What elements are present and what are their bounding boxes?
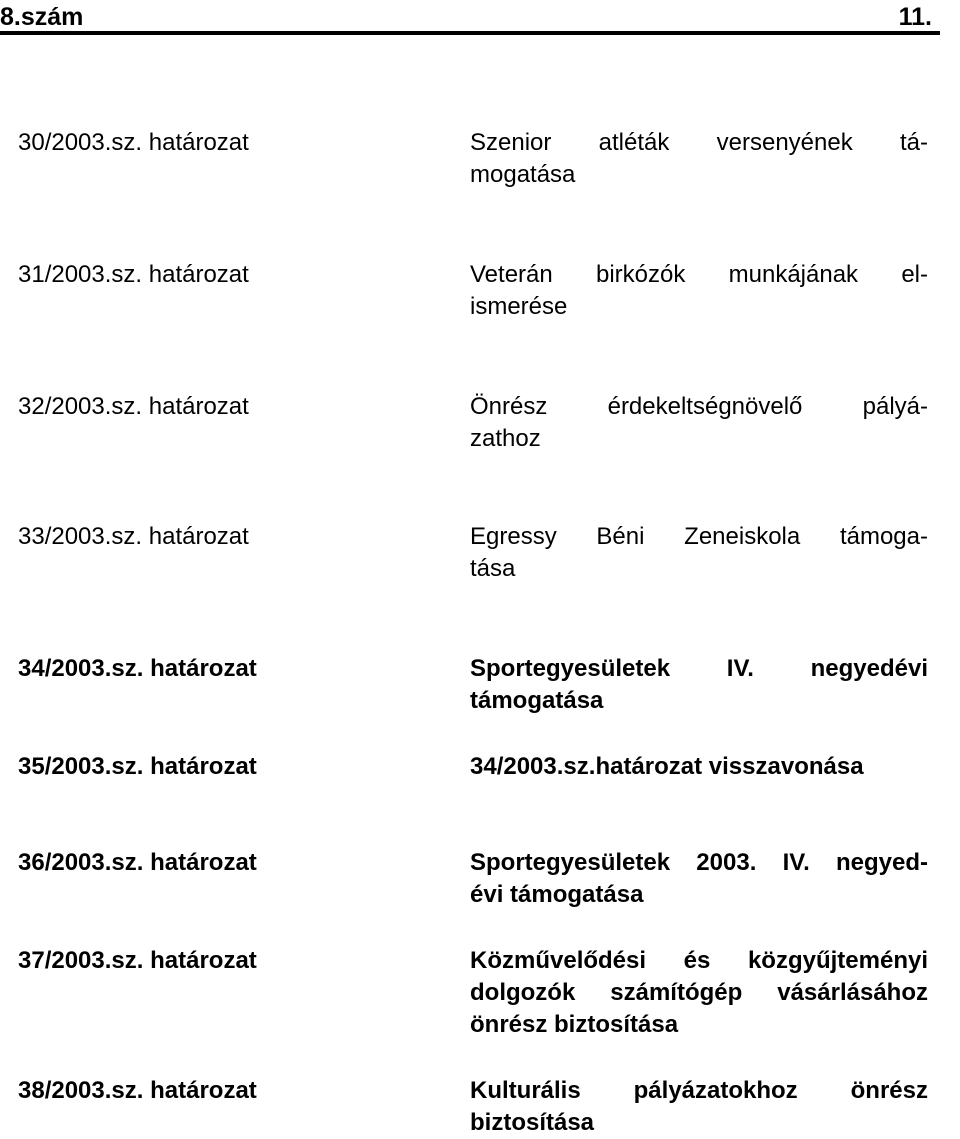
resolution-number: 31/2003.sz. határozat	[18, 261, 249, 288]
resolution-title	[470, 391, 928, 455]
resolution-number: 30/2003.sz. határozat	[18, 129, 249, 156]
resolution-title-line: zathoz	[470, 425, 541, 452]
resolution-number: 36/2003.sz. határozat	[18, 849, 257, 876]
resolution-number: 37/2003.sz. határozat	[18, 947, 257, 974]
resolution-title-line: évi támogatása	[470, 881, 644, 908]
resolution-title-line: tása	[470, 555, 516, 582]
header-rule	[0, 31, 940, 35]
resolution-title-line: önrész biztosítása	[470, 1011, 679, 1038]
resolution-title-line: dolgozók számítógép vásárlásához	[470, 979, 928, 1006]
resolution-title-line: Veterán birkózók munkájának el-	[470, 261, 928, 288]
resolution-title-line: Önrész érdekeltségnövelő pályá-	[470, 393, 928, 420]
resolution-title-line: támogatása	[470, 687, 604, 714]
resolution-number: 34/2003.sz. határozat	[18, 655, 257, 682]
resolution-title	[470, 259, 928, 323]
resolution-title-line: ismerése	[470, 293, 568, 320]
resolution-title	[470, 945, 928, 1041]
resolution-title-line: Sportegyesületek IV. negyedévi	[470, 655, 928, 682]
resolution-title-line: Közművelődési és közgyűjteményi	[470, 947, 928, 974]
page-header	[0, 0, 940, 30]
resolution-title	[470, 127, 928, 191]
resolution-title-line: mogatása	[470, 161, 576, 188]
resolution-title-line: Sportegyesületek 2003. IV. negyed-	[470, 849, 928, 876]
issue-number: 8.szám	[0, 3, 84, 31]
resolution-title-line: Egressy Béni Zeneiskola támoga-	[470, 523, 928, 550]
resolution-number: 33/2003.sz. határozat	[18, 523, 249, 550]
resolution-title-line: Szenior atléták versenyének tá-	[470, 129, 928, 156]
resolution-number: 35/2003.sz. határozat	[18, 753, 257, 780]
resolution-title	[470, 1075, 928, 1139]
resolution-number: 32/2003.sz. határozat	[18, 393, 249, 420]
resolution-title	[470, 521, 928, 585]
resolution-title-line: biztosítása	[470, 1109, 595, 1136]
resolution-title	[470, 751, 928, 783]
resolution-title	[470, 847, 928, 911]
resolution-title	[470, 653, 928, 717]
resolution-number: 38/2003.sz. határozat	[18, 1077, 257, 1104]
page-number: 11.	[898, 3, 932, 31]
resolution-title-line: 34/2003.sz.határozat visszavonása	[470, 753, 864, 780]
resolution-title-line: Kulturális pályázatokhoz önrész	[470, 1077, 928, 1104]
